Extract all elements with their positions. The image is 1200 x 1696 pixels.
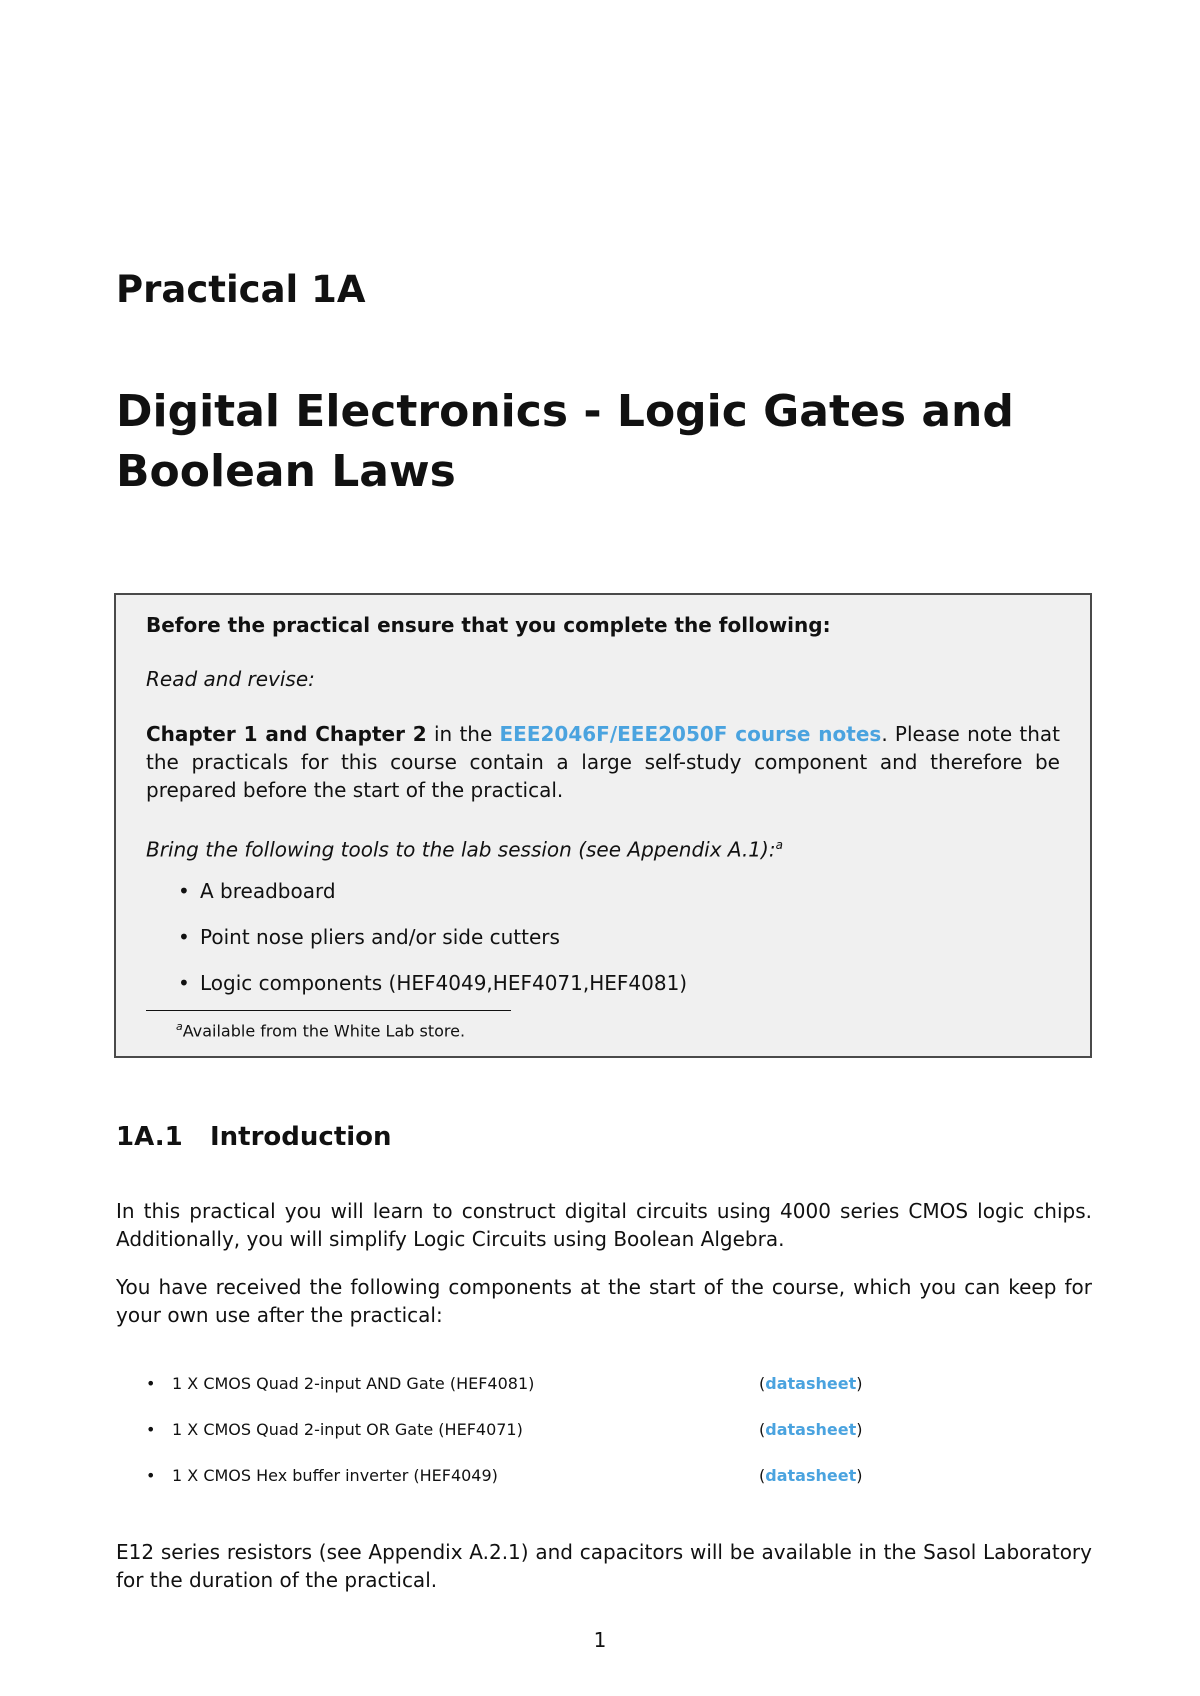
paren-open: ( [759, 1374, 766, 1393]
component-text: 1 X CMOS Hex buffer inverter (HEF4049) [172, 1466, 498, 1485]
tool-text: A breadboard [200, 879, 336, 903]
course-notes-link[interactable]: EEE2046F/EEE2050F course notes [499, 722, 882, 746]
paren-open: ( [759, 1420, 766, 1439]
datasheet-link[interactable]: datasheet [765, 1374, 857, 1393]
bullet-icon: • [146, 1466, 156, 1485]
component-text: 1 X CMOS Quad 2-input OR Gate (HEF4071) [172, 1420, 523, 1439]
in-the-text: in the [426, 722, 500, 746]
prep-heading: Before the practical ensure that you complete the following: [146, 613, 831, 637]
datasheet-link[interactable]: datasheet [765, 1420, 857, 1439]
bring-footnote-mark[interactable]: a [775, 838, 783, 852]
bring-label-text: Bring the following tools to the lab session (see Appendix A.1): [146, 837, 776, 862]
paren-open: ( [759, 1466, 766, 1485]
chapter-label: Practical 1A [116, 268, 366, 311]
read-rest-text: . Please note that the practicals for this course contain a large self-study component and therefore be prepared before the start of the practical. [146, 722, 1060, 802]
bullet-icon: • [146, 1374, 156, 1393]
page-number: 1 [593, 1628, 607, 1652]
tools-list [146, 877, 687, 1015]
components-list [116, 1370, 1016, 1508]
datasheet-link[interactable]: datasheet [765, 1466, 857, 1485]
paren-close: ) [856, 1466, 863, 1485]
section-title: Introduction [210, 1122, 392, 1152]
footnote [176, 1017, 465, 1041]
list-item [116, 1462, 1016, 1508]
footnote-text: Available from the White Lab store. [182, 1021, 466, 1041]
intro-paragraph-3: E12 series resistors (see Appendix A.2.1) and capacitors will be available in the Sasol Laboratory for the duration of the practical. [116, 1540, 1092, 1592]
paren-close: ) [856, 1420, 863, 1439]
read-label: Read and revise: [146, 667, 315, 691]
list-item [116, 1370, 1016, 1416]
bullet-icon: • [146, 1420, 156, 1439]
bring-label [146, 831, 783, 864]
footnote-mark: a [176, 1020, 183, 1033]
list-item [146, 923, 687, 969]
chapters-text: Chapter 1 and Chapter 2 [146, 722, 427, 746]
paren-close: ) [856, 1374, 863, 1393]
intro-paragraph-1: In this practical you will learn to construct digital circuits using 4000 series CMOS logic chips. Additionally, you will simplify Logic Circuits using Boolean Algebra. [116, 1199, 1092, 1251]
list-item [146, 969, 687, 1015]
footnote-divider [146, 1010, 511, 1011]
intro-paragraph-2: You have received the following components at the start of the course, which you can keep for your own use after the practical: [116, 1275, 1092, 1327]
bullet-icon: • [178, 971, 190, 995]
tool-text: Point nose pliers and/or side cutters [200, 925, 560, 949]
list-item [116, 1416, 1016, 1462]
list-item [146, 877, 687, 923]
section-number: 1A.1 [116, 1122, 183, 1152]
component-text: 1 X CMOS Quad 2-input AND Gate (HEF4081) [172, 1374, 535, 1393]
bullet-icon: • [178, 879, 190, 903]
tool-text: Logic components (HEF4049,HEF4071,HEF4081) [200, 971, 688, 995]
page-title: Digital Electronics - Logic Gates and Boolean Laws [116, 386, 1014, 497]
bullet-icon: • [178, 925, 190, 949]
prep-box [114, 593, 1092, 1058]
read-paragraph [146, 720, 1060, 804]
